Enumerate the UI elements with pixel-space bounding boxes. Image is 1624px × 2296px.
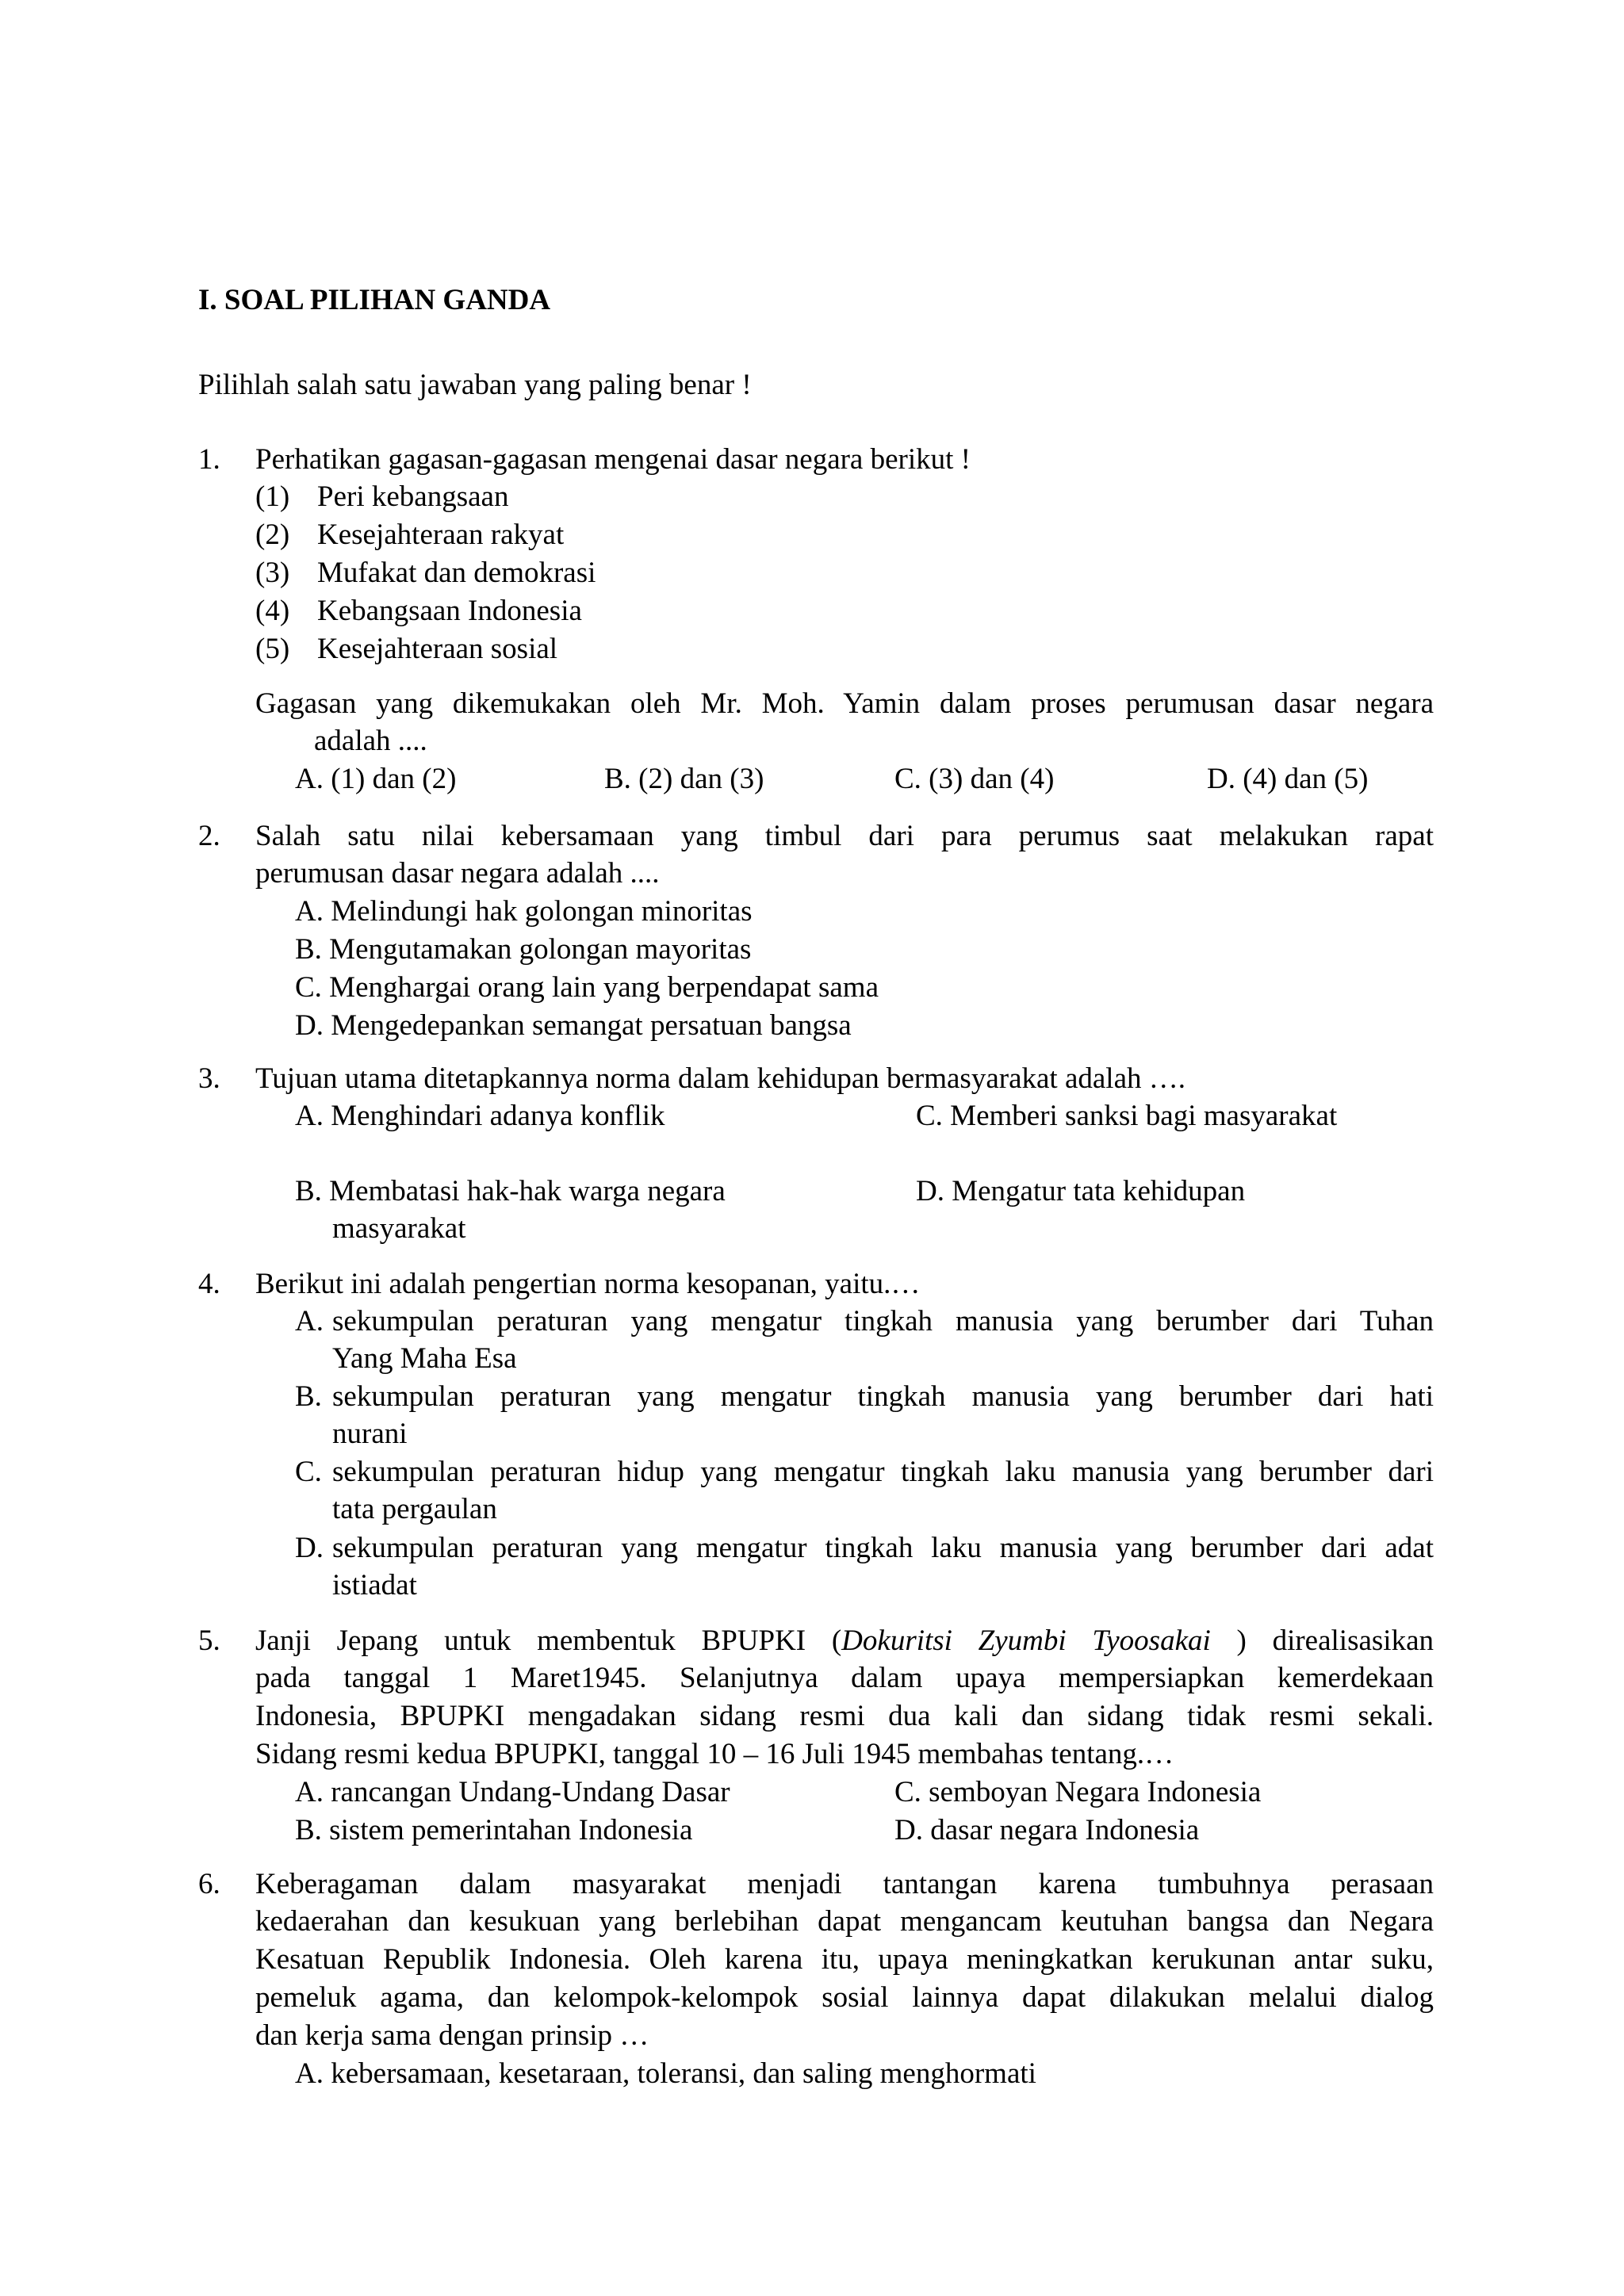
option-b-continued: masyarakat <box>332 1212 466 1245</box>
question-text-continued: perumusan dasar negara adalah .... <box>255 857 660 890</box>
list-label: (2) <box>255 519 290 551</box>
list-label: (1) <box>255 480 290 513</box>
question-text-continued: Sidang resmi kedua BPUPKI, tanggal 10 – 16 Juli 1945 membahas tentang.… <box>255 1738 1174 1770</box>
question-text: Perhatikan gagasan-gagasan mengenai dasar negara berikut ! <box>255 443 971 476</box>
list-label: (3) <box>255 557 290 589</box>
list-label: (4) <box>255 595 290 627</box>
question-text-part: ) direalisasikan <box>1210 1624 1434 1657</box>
question-number: 5. <box>198 1624 220 1657</box>
option-d[interactable]: D. Mengatur tata kehidupan <box>916 1175 1246 1207</box>
question-text-continued: Kesatuan Republik Indonesia. Oleh karena itu, upaya meningkatkan kerukunan antar suku, <box>255 1943 1434 1976</box>
option-c[interactable]: C. semboyan Negara Indonesia <box>894 1776 1262 1808</box>
option-text: sekumpulan peraturan yang mengatur tingkah manusia yang berumber dari Tuhan <box>332 1305 1434 1337</box>
question-text: Salah satu nilai kebersamaan yang timbul dari para perumus saat melakukan rapat <box>255 820 1434 852</box>
question-stem-continued: adalah .... <box>314 725 427 757</box>
option-d[interactable]: D. Mengedepankan semangat persatuan bangsa <box>295 1009 852 1042</box>
option-text: sekumpulan peraturan yang mengatur tingkah manusia yang berumber dari hati <box>332 1380 1434 1413</box>
instruction-text: Pilihlah salah satu jawaban yang paling benar ! <box>198 369 752 401</box>
option-c[interactable]: C. (3) dan (4) <box>894 763 1055 795</box>
option-text: sekumpulan peraturan hidup yang mengatur tingkah laku manusia yang berumber dari <box>332 1456 1434 1488</box>
list-item: Kebangsaan Indonesia <box>317 595 582 627</box>
question-text-part: Janji Jepang untuk membentuk BPUPKI ( <box>255 1624 842 1657</box>
option-d[interactable]: D. dasar negara Indonesia <box>894 1814 1200 1846</box>
option-a[interactable]: A. Melindungi hak golongan minoritas <box>295 895 753 928</box>
question-text-continued: kedaerahan dan kesukuan yang berlebihan dapat mengancam keutuhan bangsa dan Negara <box>255 1905 1434 1938</box>
option-c[interactable]: C. Memberi sanksi bagi masyarakat <box>916 1100 1338 1132</box>
option-label: D. <box>295 1532 324 1564</box>
option-text-continued: nurani <box>332 1418 408 1450</box>
list-label: (5) <box>255 633 290 665</box>
option-a[interactable]: A. Menghindari adanya konflik <box>295 1100 665 1132</box>
question-text-continued: Indonesia, BPUPKI mengadakan sidang resmi dua kali dan sidang tidak resmi sekali. <box>255 1700 1434 1732</box>
question-text-continued: dan kerja sama dengan prinsip … <box>255 2019 649 2052</box>
option-text-continued: istiadat <box>332 1569 417 1601</box>
option-d[interactable]: D. (4) dan (5) <box>1207 763 1369 795</box>
option-b[interactable]: B. sistem pemerintahan Indonesia <box>295 1814 693 1846</box>
question-number: 6. <box>198 1868 220 1900</box>
option-text: sekumpulan peraturan yang mengatur tingkah laku manusia yang berumber dari adat <box>332 1532 1434 1564</box>
question-text: Keberagaman dalam masyarakat menjadi tantangan karena tumbuhnya perasaan <box>255 1868 1434 1900</box>
question-text <box>255 1622 1434 1660</box>
question-number: 1. <box>198 443 220 476</box>
option-text-continued: tata pergaulan <box>332 1493 497 1525</box>
option-a[interactable]: A. (1) dan (2) <box>295 763 457 795</box>
option-b[interactable]: B. (2) dan (3) <box>604 763 764 795</box>
list-item: Kesejahteraan sosial <box>317 633 558 665</box>
question-stem: Gagasan yang dikemukakan oleh Mr. Moh. Yamin dalam proses perumusan dasar negara <box>255 687 1434 720</box>
option-c[interactable]: C. Menghargai orang lain yang berpendapat sama <box>295 971 879 1004</box>
question-number: 2. <box>198 820 220 852</box>
option-text-continued: Yang Maha Esa <box>332 1342 517 1375</box>
list-item: Peri kebangsaan <box>317 480 509 513</box>
question-text-italic: Dokuritsi Zyumbi Tyoosakai <box>841 1624 1211 1657</box>
option-a[interactable]: A. kebersamaan, kesetaraan, toleransi, dan saling menghormati <box>295 2057 1036 2090</box>
section-heading: I. SOAL PILIHAN GANDA <box>198 284 551 316</box>
option-label: A. <box>295 1305 324 1337</box>
option-label: C. <box>295 1456 322 1488</box>
question-number: 3. <box>198 1062 220 1095</box>
question-text-continued: pada tanggal 1 Maret1945. Selanjutnya dalam upaya mempersiapkan kemerdekaan <box>255 1662 1434 1694</box>
question-text: Berikut ini adalah pengertian norma kesopanan, yaitu.… <box>255 1268 921 1300</box>
option-label: B. <box>295 1380 322 1413</box>
option-b[interactable]: B. Mengutamakan golongan mayoritas <box>295 933 752 966</box>
option-a[interactable]: A. rancangan Undang-Undang Dasar <box>295 1776 730 1808</box>
list-item: Mufakat dan demokrasi <box>317 557 596 589</box>
option-b[interactable]: B. Membatasi hak-hak warga negara <box>295 1175 726 1207</box>
list-item: Kesejahteraan rakyat <box>317 519 565 551</box>
question-text: Tujuan utama ditetapkannya norma dalam kehidupan bermasyarakat adalah …. <box>255 1062 1185 1095</box>
question-number: 4. <box>198 1268 220 1300</box>
question-text-continued: pemeluk agama, dan kelompok-kelompok sosial lainnya dapat dilakukan melalui dialog <box>255 1981 1434 2014</box>
